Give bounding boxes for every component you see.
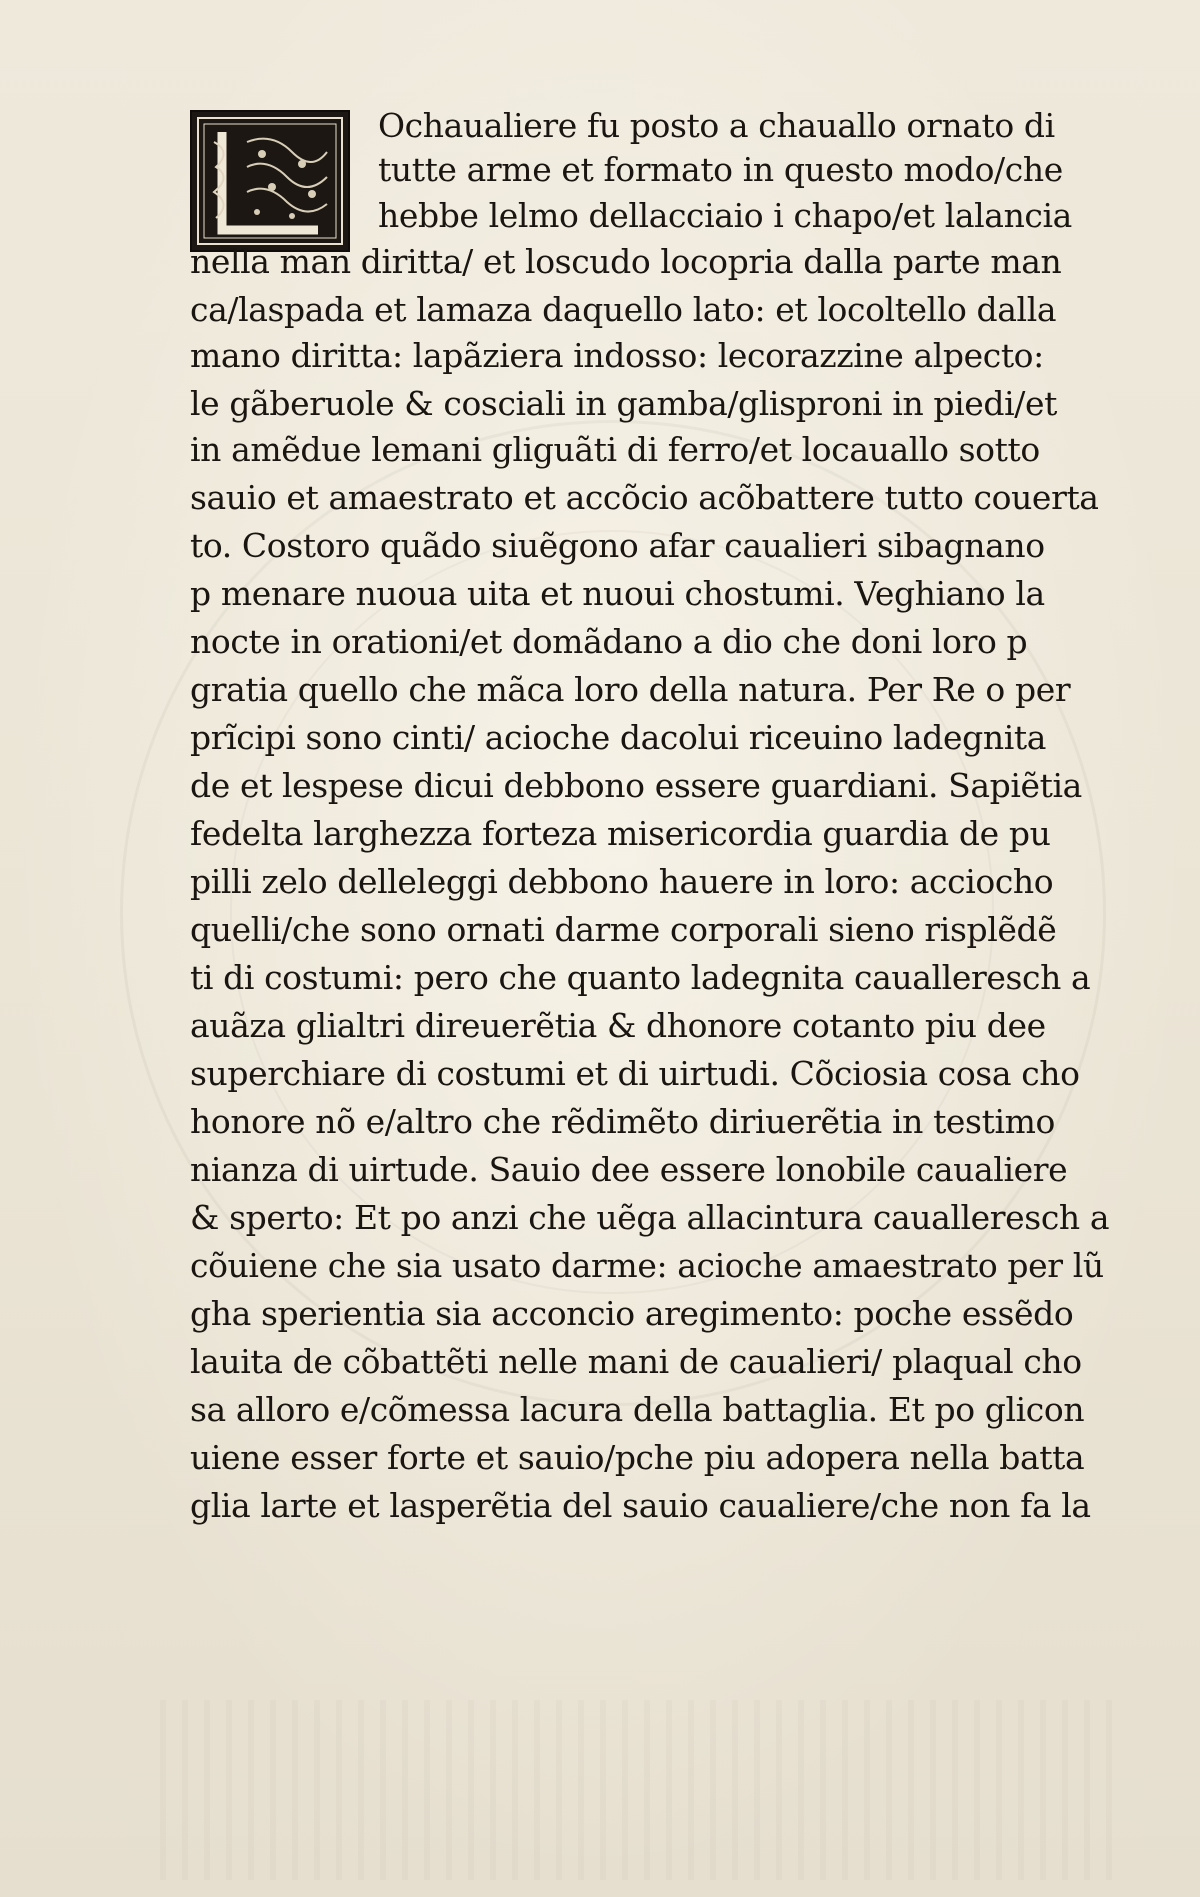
text-line-9: sauio et amaestrato et accõcio acõbattere tutto couerta xyxy=(190,478,1099,517)
show-through-print xyxy=(160,1700,1120,1880)
text-line-15: de et lespese dicui debbono essere guardiani. Sapiẽtia xyxy=(190,766,1082,805)
text-line-21: superchiare di costumi et di uirtudi. Cõciosia cosa cho xyxy=(190,1054,1080,1093)
text-line-28: sa alloro e/cõmessa lacura della battaglia. Et po glicon xyxy=(190,1390,1085,1429)
text-line-3: hebbe lelmo dellacciaio i chapo/et lalancia xyxy=(378,196,1072,235)
text-line-11: p menare nuoua uita et nuoui chostumi. Veghiano la xyxy=(190,574,1045,613)
text-line-25: cõuiene che sia usato darme: acioche amaestrato per lũ xyxy=(190,1246,1104,1285)
text-line-29: uiene esser forte et sauio/pche piu adopera nella batta xyxy=(190,1438,1085,1477)
text-line-4: nella man diritta/ et loscudo locopria dalla parte man xyxy=(190,242,1062,281)
text-line-17: pilli zelo delleleggi debbono hauere in loro: acciocho xyxy=(190,862,1054,901)
text-line-18: quelli/che sono ornati darme corporali sieno risplẽdẽ xyxy=(190,910,1057,949)
text-line-13: gratia quello che mãca loro della natura. Per Re o per xyxy=(190,670,1071,709)
text-line-5: ca/laspada et lamaza daquello lato: et locoltello dalla xyxy=(190,290,1057,329)
text-line-2: tutte arme et formato in questo modo/che xyxy=(378,150,1063,189)
text-line-1: Ochaualiere fu posto a chauallo ornato di xyxy=(378,106,1055,145)
text-line-22: honore nõ e/altro che rẽdimẽto diriuerẽtia in testimo xyxy=(190,1102,1055,1141)
text-line-20: auãza glialtri direuerẽtia & dhonore cotanto piu dee xyxy=(190,1006,1046,1045)
text-line-7: le gãberuole & cosciali in gamba/glisproni in piedi/et xyxy=(190,384,1057,423)
text-line-10: to. Costoro quãdo siuẽgono afar caualieri sibagnano xyxy=(190,526,1045,565)
text-line-16: fedelta larghezza forteza misericordia guardia de pu xyxy=(190,814,1051,853)
text-line-23: nianza di uirtude. Sauio dee essere lonobile caualiere xyxy=(190,1150,1068,1189)
text-line-24: & sperto: Et po anzi che uẽga allacintura caualleresch a xyxy=(190,1198,1110,1237)
text-line-8: in amẽdue lemani gliguãti di ferro/et locauallo sotto xyxy=(190,430,1040,469)
decorated-initial-letter-icon xyxy=(190,110,350,252)
text-line-6: mano diritta: lapãziera indosso: lecorazzine alpecto: xyxy=(190,336,1044,375)
text-line-26: gha sperientia sia acconcio aregimento: poche essẽdo xyxy=(190,1294,1074,1333)
text-line-12: nocte in orationi/et domãdano a dio che doni loro p xyxy=(190,622,1028,661)
text-line-30: glia larte et lasperẽtia del sauio caualiere/che non fa la xyxy=(190,1486,1091,1525)
text-line-27: lauita de cõbattẽti nelle mani de caualieri/ plaqual cho xyxy=(190,1342,1082,1381)
text-line-19: ti di costumi: pero che quanto ladegnita caualleresch a xyxy=(190,958,1091,997)
text-line-14: prĩcipi sono cinti/ acioche dacolui riceuino ladegnita xyxy=(190,718,1047,757)
